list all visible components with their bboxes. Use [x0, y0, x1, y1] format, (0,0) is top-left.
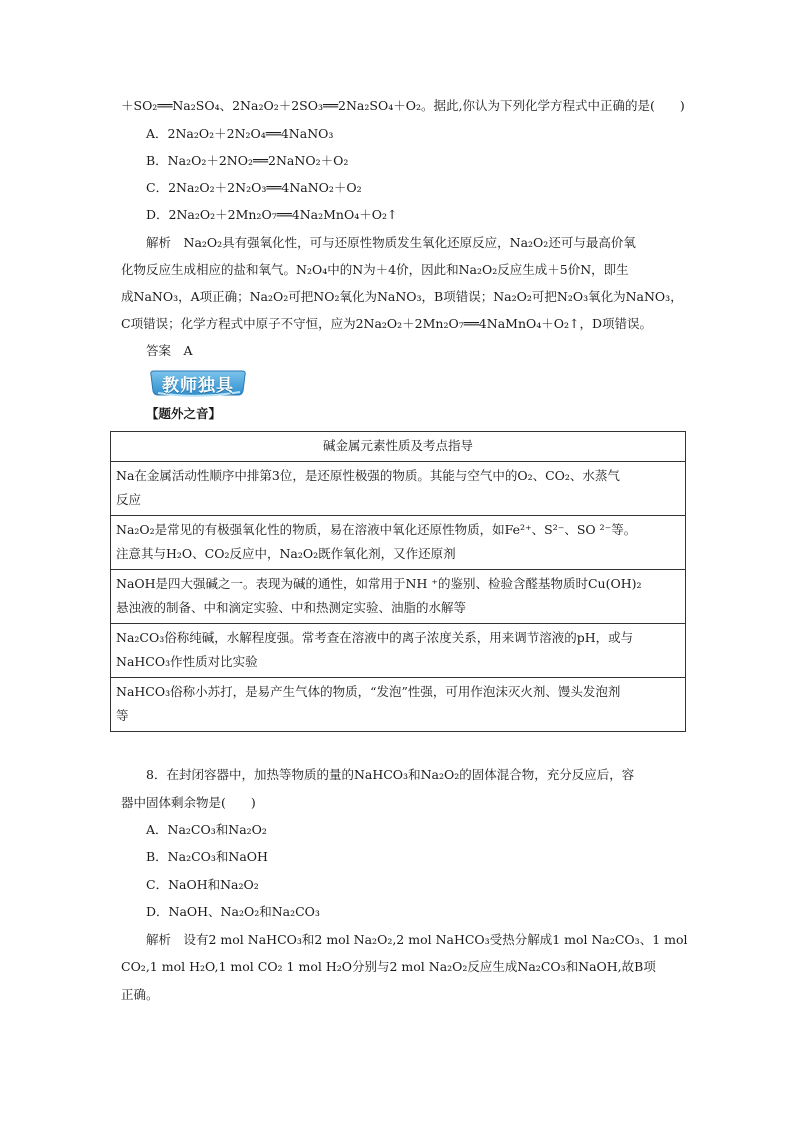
- table-cell: [111, 624, 686, 678]
- badge-label: 教师独具: [162, 375, 234, 396]
- table-cell: [111, 678, 686, 732]
- q8-option-d: D．NaOH、Na₂O₂和Na₂CO₃: [146, 904, 320, 919]
- q7-option-b: B．Na₂O₂＋2NO₂══2NaNO₂＋O₂: [146, 153, 349, 168]
- q7-analysis-line: 化物反应生成相应的盐和氧气。N₂O₄中的N为＋4价，因此和Na₂O₂反应生成＋5价N，即生: [121, 262, 629, 277]
- table-cell: [111, 570, 686, 624]
- cell-line: 等: [116, 708, 129, 723]
- table-row: [111, 624, 686, 678]
- extra-note-title: 【题外之音】: [146, 406, 222, 421]
- table-cell: [111, 516, 686, 570]
- cell-line: Na在金属活动性顺序中排第3位，是还原性极强的物质。其能与空气中的O₂、CO₂、水蒸气: [116, 468, 620, 483]
- q8-analysis-line: CO₂,1 mol H₂O,1 mol CO₂ 1 mol H₂O分别与2 mol Na₂O₂反应生成Na₂CO₃和NaOH,故B项: [121, 959, 656, 974]
- q7-analysis-line: C项错误；化学方程式中原子不守恒，应为2Na₂O₂＋2Mn₂O₇══4NaMnO₄＋O₂↑，D项错误。: [121, 316, 653, 331]
- guide-table: [110, 431, 686, 732]
- cell-line: Na₂O₂是常见的有极强氧化性的物质，易在溶液中氧化还原性物质，如Fe²⁺、S²⁻、SO ²⁻等。: [116, 522, 637, 537]
- q7-option-a: A．2Na₂O₂＋2N₂O₄══4NaNO₃: [146, 126, 334, 141]
- q8-analysis-line: 正确。: [121, 987, 159, 1002]
- q7-option-c: C．2Na₂O₂＋2N₂O₃══4NaNO₂＋O₂: [146, 180, 362, 195]
- table-header-cell: 碱金属元素性质及考点指导: [111, 432, 686, 462]
- cell-line: 悬浊液的制备、中和滴定实验、中和热测定实验、油脂的水解等: [116, 600, 467, 615]
- q7-stem-tail: ＋SO₂══Na₂SO₄、2Na₂O₂＋2SO₃══2Na₂SO₄＋O₂。据此,你认为下列化学方程式中正确的是( ): [121, 98, 685, 113]
- cell-line: NaHCO₃俗称小苏打，是易产生气体的物质，“发泡”性强，可用作泡沫灭火剂、馒头发泡剂: [116, 684, 621, 699]
- table-row: [111, 462, 686, 516]
- q8-option-b: B．Na₂CO₃和NaOH: [146, 849, 268, 864]
- table-row: [111, 516, 686, 570]
- q8-option-a: A．Na₂CO₃和Na₂O₂: [146, 822, 267, 837]
- table-row: [111, 678, 686, 732]
- cell-line: NaHCO₃作性质对比实验: [116, 654, 258, 669]
- q8-stem-line: 器中固体剩余物是( ): [121, 795, 256, 810]
- q7-option-d: D．2Na₂O₂＋2Mn₂O₇══4Na₂MnO₄＋O₂↑: [146, 207, 398, 222]
- q7-analysis-line: 成NaNO₃，A项正确；Na₂O₂可把NO₂氧化为NaNO₃，B项错误；Na₂O₂可把N₂O₃氧化为NaNO₃，: [121, 289, 683, 304]
- table-cell: [111, 462, 686, 516]
- q7-answer: 答案 A: [146, 343, 193, 358]
- q8-stem-line: 8．在封闭容器中，加热等物质的量的NaHCO₃和Na₂O₂的固体混合物，充分反应后，容: [146, 767, 635, 782]
- q8-analysis-line: 解析 设有2 mol NaHCO₃和2 mol Na₂O₂,2 mol NaHCO₃受热分解成1 mol Na₂CO₃、1 mol: [146, 932, 688, 947]
- table-header-row: [111, 432, 686, 462]
- cell-line: Na₂CO₃俗称纯碱，水解程度强。常考查在溶液中的离子浓度关系，用来调节溶液的pH，或与: [116, 630, 634, 645]
- cell-line: 反应: [116, 492, 142, 507]
- teacher-exclusive-badge: [148, 369, 248, 397]
- table-row: [111, 570, 686, 624]
- cell-line: NaOH是四大强碱之一。表现为碱的通性，如常用于NH ⁺的鉴别、检验含醛基物质时Cu(OH)₂: [116, 576, 642, 591]
- q7-analysis-line: 解析 Na₂O₂具有强氧化性，可与还原性物质发生氧化还原反应，Na₂O₂还可与最高价氧: [146, 235, 636, 250]
- cell-line: 注意其与H₂O、CO₂反应中，Na₂O₂既作氧化剂，又作还原剂: [116, 546, 456, 561]
- q8-option-c: C．NaOH和Na₂O₂: [146, 877, 259, 892]
